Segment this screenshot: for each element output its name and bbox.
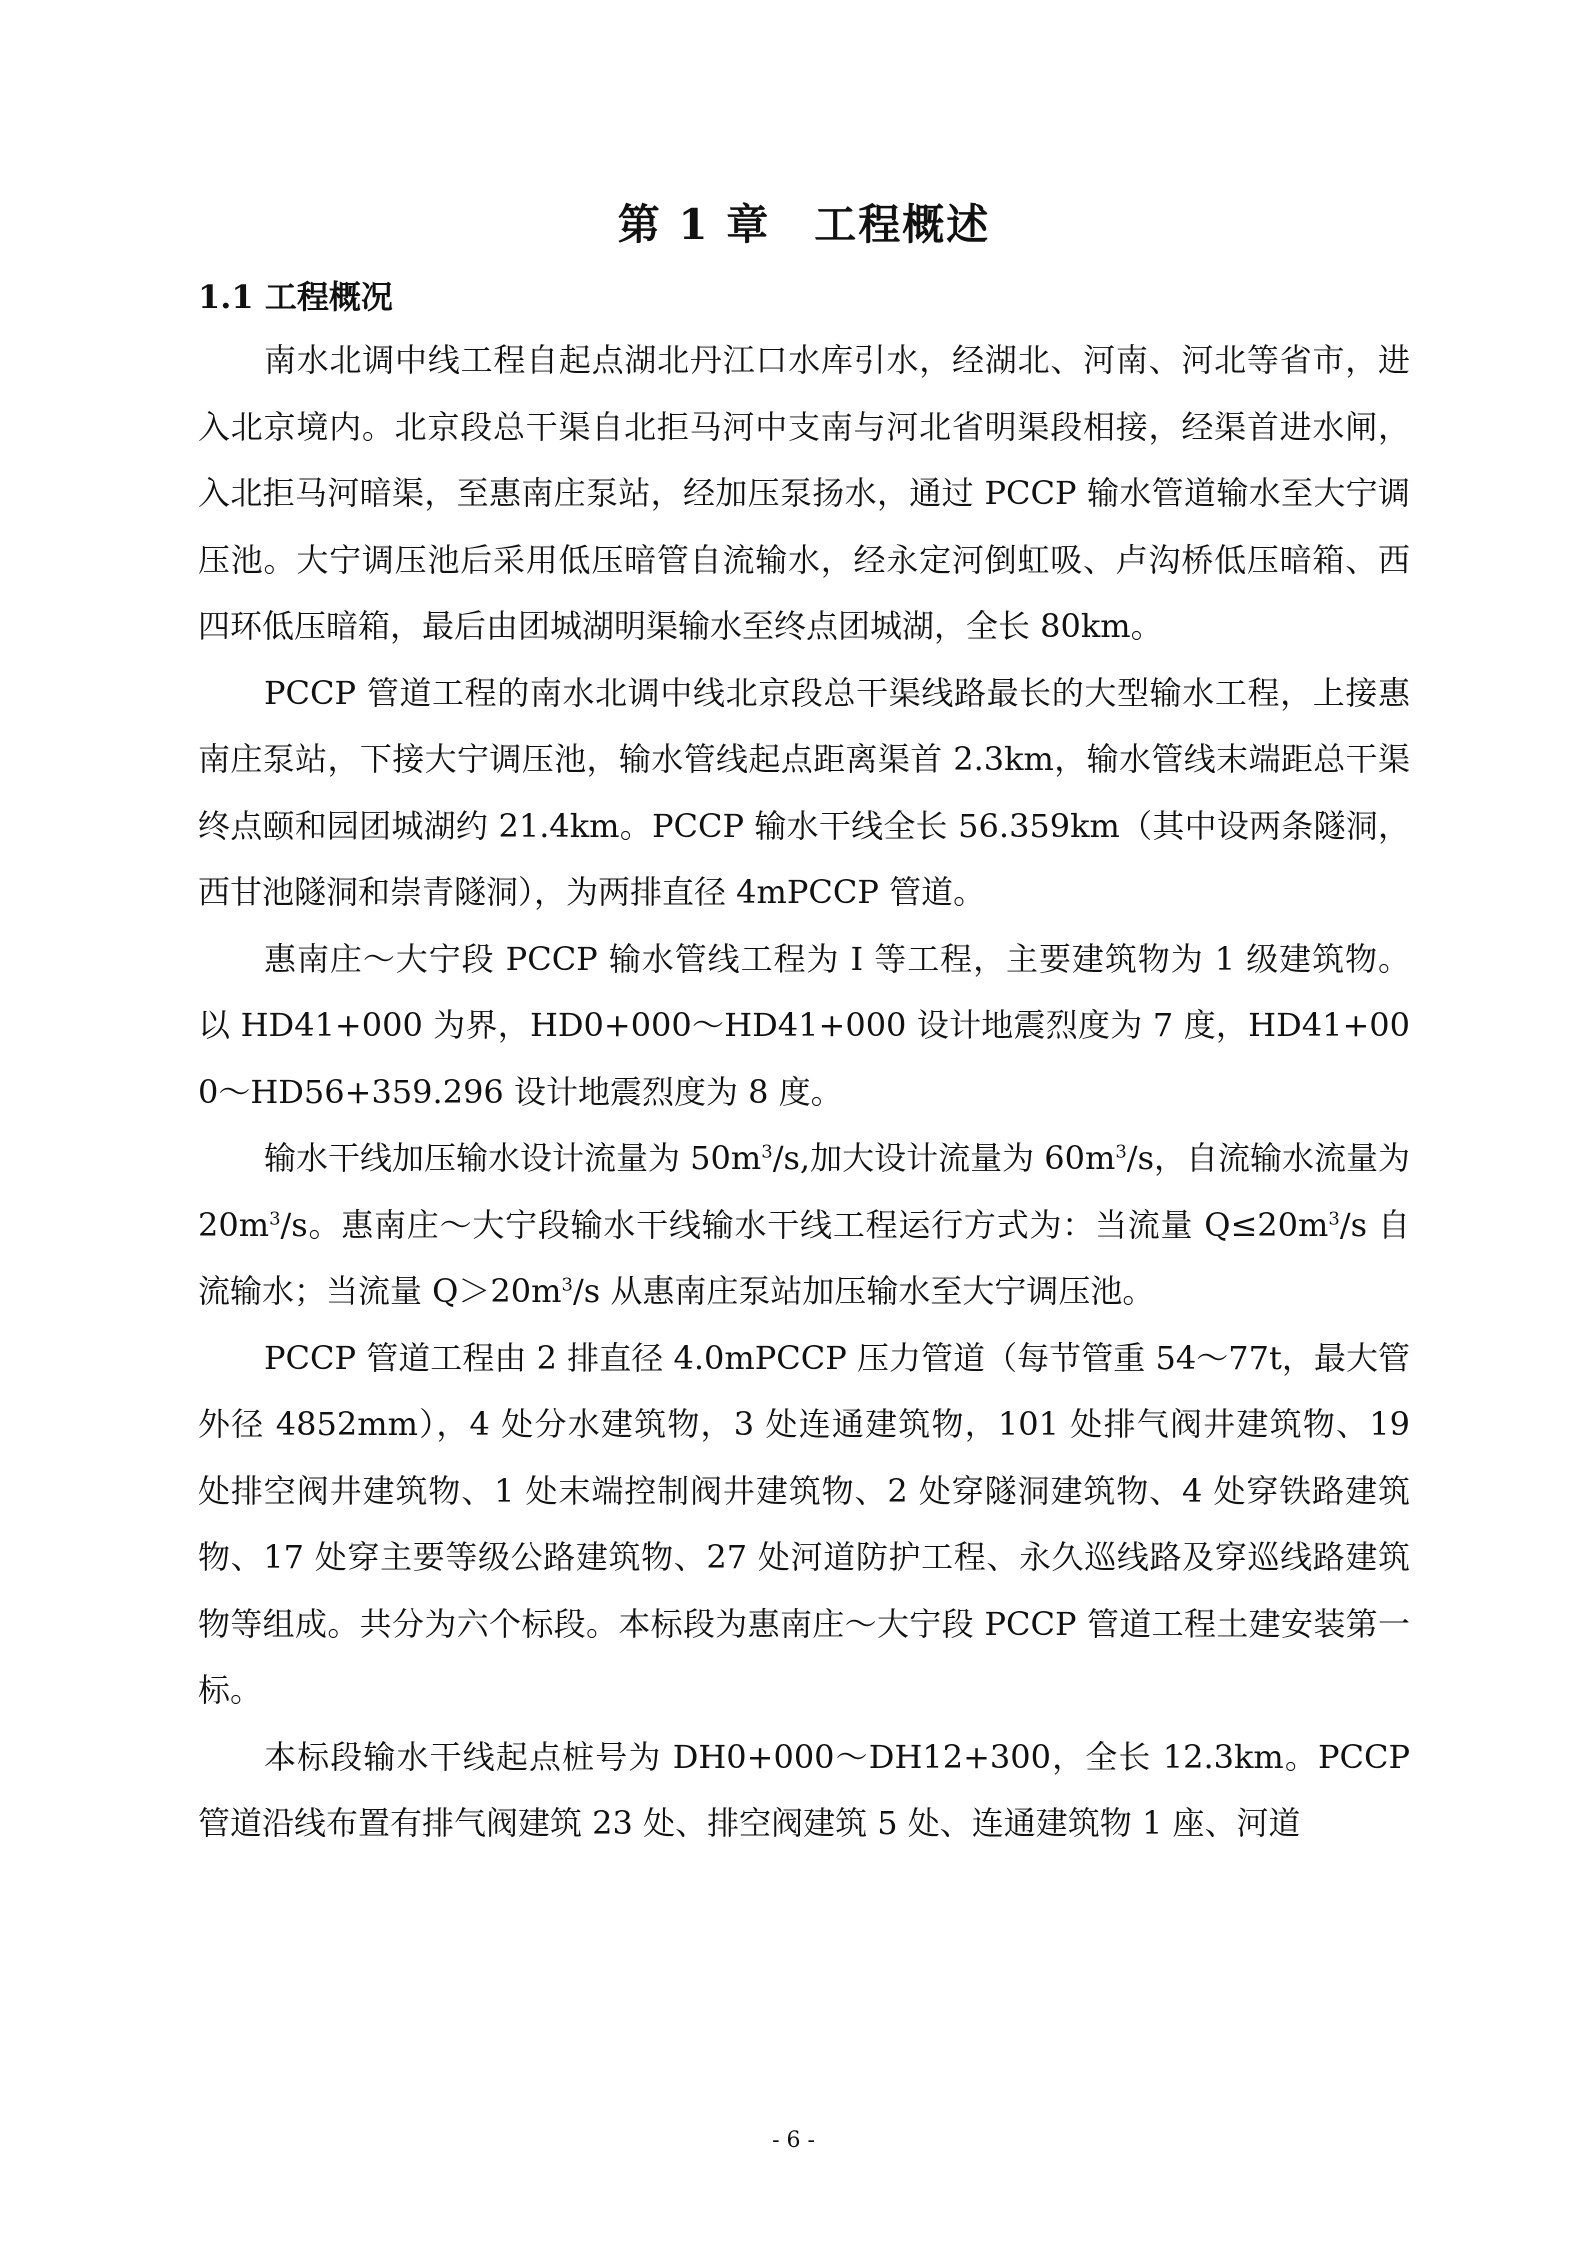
page-number: - 6 - [772,2128,815,2153]
paragraph-4-text: /s,加大设计流量为 60m [772,1139,1116,1177]
chapter-name: 工程概述 [814,200,991,249]
paragraph-4-text: /s。惠南庄～大宁段输水干线输水干线工程运行方式为：当流量 Q≤20m [280,1205,1329,1244]
paragraph-4-text: 输水干线加压输水设计流量为 50m [264,1139,762,1177]
paragraph-3: 惠南庄～大宁段 PCCP 输水管线工程为 I 等工程，主要建筑物为 1 级建筑物。以 HD41+000 为界，HD0+000～HD41+000 设计地震烈度为 7 度，HD41+000～HD56+359.296 设计地震烈度为 8 度。 [198,939,1410,1111]
superscript: 3 [1115,1141,1127,1163]
superscript: 3 [269,1207,281,1229]
superscript: 3 [1328,1207,1340,1229]
chapter-title [198,195,1410,255]
section-title: 1.1 工程概况 [198,278,393,316]
document-page [198,195,1410,1857]
chapter-number: 第 1 章 [617,200,771,249]
superscript: 3 [561,1274,573,1296]
paragraph-4-text: /s 自流输水；当流量 Q＞20m [198,1205,1410,1310]
paragraph-4-text: /s 从惠南庄泵站加压输水至大宁调压池。 [572,1272,1155,1310]
paragraph-4-text: /s，自流输水流量为 20m [198,1139,1410,1244]
paragraph-4 [198,1125,1410,1325]
paragraph-2: PCCP 管道工程的南水北调中线北京段总干渠线路最长的大型输水工程，上接惠南庄泵站，下接大宁调压池，输水管线起点距离渠首 2.3km，输水管线末端距总干渠终点颐和园团城湖约 21.4km。PCCP 输水干线全长 56.359km（其中设两条隧洞，西甘池隧洞和崇青隧洞），为两排直径 4mPCCP 管道。 [198,673,1410,911]
paragraph-1: 南水北调中线工程自起点湖北丹江口水库引水，经湖北、河南、河北等省市，进入北京境内。北京段总干渠自北拒马河中支南与河北省明渠段相接，经渠首进水闸，入北拒马河暗渠，至惠南庄泵站，经加压泵扬水，通过 PCCP 输水管道输水至大宁调压池。大宁调压池后采用低压暗管自流输水，经永定河倒虹吸、卢沟桥低压暗箱、西四环低压暗箱，最后由团城湖明渠输水至终点团城湖，全长 80km。 [198,341,1410,645]
paragraph-5: PCCP 管道工程由 2 排直径 4.0mPCCP 压力管道（每节管重 54～77t，最大管外径 4852mm），4 处分水建筑物，3 处连通建筑物，101 处排气阀井建筑物、19 处排空阀井建筑物、1 处末端控制阀井建筑物、2 处穿隧洞建筑物、4 处穿铁路建筑物、17 处穿主要等级公路建筑物、27 处河道防护工程、永久巡线路及穿巡线路建筑物等组成。共分为六个标段。本标段为惠南庄～大宁段 PCCP 管道工程土建安装第一标。 [198,1338,1410,1709]
paragraph-6: 本标段输水干线起点桩号为 DH0+000～DH12+300，全长 12.3km。PCCP 管道沿线布置有排气阀建筑 23 处、排空阀建筑 5 处、连通建筑物 1 座、河道 [198,1737,1410,1842]
superscript: 3 [761,1141,773,1163]
